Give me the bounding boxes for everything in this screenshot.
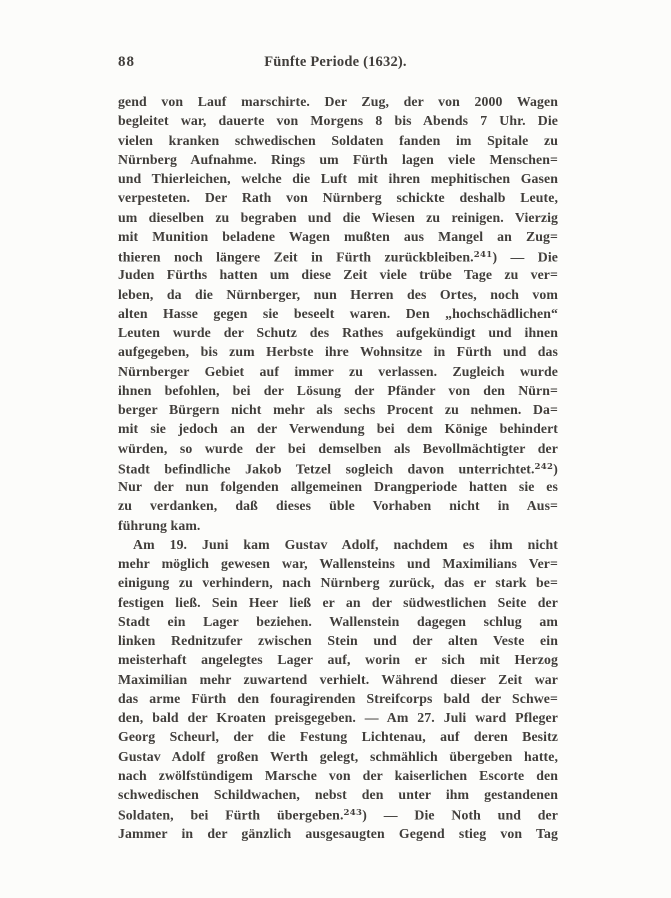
text-line: würden, so wurde der bei demselben als Bevollmächtigter der xyxy=(118,440,558,456)
text-line: festigen ließ. Sein Heer ließ er an der südwestlichen Seite der xyxy=(118,594,558,610)
text-line: Am 19. Juni kam Gustav Adolf, nachdem es ihm nicht xyxy=(133,536,558,552)
text-line: Gustav Adolf großen Werth gelegt, schmählich übergeben hatte, xyxy=(118,748,558,764)
text-line: schwedischen Schildwachen, nebst den unter ihm gestandenen xyxy=(118,787,558,802)
text-line: Georg Scheurl, der die Festung Lichtenau, auf deren Besitz xyxy=(118,729,558,745)
text-line: berger Bürgern nicht mehr als sechs Procent zu nehmen. Da= xyxy=(118,402,558,417)
text-line: mit sie jedoch an der Verwendung bei dem Könige behindert xyxy=(118,421,558,437)
footnote-marker: 241 xyxy=(473,250,493,260)
text-line: zu verdanken, daß dieses üble Vorhaben nicht in Aus= xyxy=(118,498,558,514)
text-line: leben, da die Nürnberger, nun Herren des Ortes, noch vom xyxy=(118,286,558,302)
text-line: thieren noch längere Zeit in Fürth zurückbleiben.$^{241}$) — Die xyxy=(118,249,558,265)
text-line: Leuten wurde der Schutz des Rathes aufgekündigt und ihnen xyxy=(118,325,558,340)
text-line: meisterhaft angelegtes Lager auf, worin er sich mit Herzog xyxy=(118,652,558,668)
text-line: vielen kranken schwedischen Soldaten fanden im Spitale zu xyxy=(118,132,558,148)
text-line: alten Hasse gegen sie beseelt waren. Den „hochschädlichen“ xyxy=(118,305,558,321)
text-line: nach zwölfstündigem Marsche von der kaiserlichen Escorte den xyxy=(118,767,558,783)
text-line: Nürnberger Gebiet auf immer zu verlassen. Zugleich wurde xyxy=(118,363,558,379)
text-line: führung kam. xyxy=(118,517,201,533)
text-line: das arme Fürth den fouragirenden Streifcorps bald der Schwe= xyxy=(118,690,558,706)
text-line: Soldaten, bei Fürth übergeben.$^{243}$) — Die Noth und der xyxy=(118,807,558,823)
text-line: den, bald der Kroaten preisgegeben. — Am 27. Juli ward Pfleger xyxy=(118,710,558,725)
page-text-block xyxy=(118,92,558,843)
page-number: 88 xyxy=(118,54,135,70)
chapter-running-title: Fünfte Periode (1632). xyxy=(264,54,407,70)
text-line: Nur der nun folgenden allgemeinen Drangperiode hatten sie es xyxy=(118,479,558,494)
text-line: verpesteten. Der Rath von Nürnberg schickte deshalb Leute, xyxy=(118,190,558,206)
text-line: einigung zu verhindern, nach Nürnberg zurück, das er stark be= xyxy=(118,575,558,591)
footnote-marker: 242 xyxy=(534,461,554,472)
text-line: Juden Fürths hatten um diese Zeit viele trübe Tage zu ver= xyxy=(118,267,558,283)
text-line: mit Munition beladene Wagen mußten aus Mangel an Zug= xyxy=(118,228,558,244)
footnote-marker: 243 xyxy=(343,808,363,819)
text-line: linken Rednitzufer zwischen Stein und der alten Veste ein xyxy=(118,633,558,648)
text-line: Jammer in der gänzlich ausgesaugten Gegend stieg von Tag xyxy=(118,825,558,841)
text-line: um dieselben zu begraben und die Wiesen zu reinigen. Vierzig xyxy=(118,209,558,225)
text-line: Maximilian mehr zuwartend verhielt. Während dieser Zeit war xyxy=(118,671,558,687)
text-line: Stadt befindliche Jakob Tetzel sogleich davon unterrichtet.$^{242}$) xyxy=(118,461,558,477)
page-header xyxy=(0,54,671,74)
text-line: und Thierleichen, welche die Luft mit ihren mephitischen Gasen xyxy=(118,171,558,186)
text-line: mehr möglich gewesen war, Wallensteins und Maximilians Ver= xyxy=(118,556,558,571)
text-line: aufgegeben, bis zum Herbste ihre Wohnsitze in Fürth und das xyxy=(118,344,558,360)
text-line: Nürnberg Aufnahme. Rings um Fürth lagen viele Menschen= xyxy=(118,151,558,167)
text-line: gend von Lauf marschirte. Der Zug, der von 2000 Wagen xyxy=(118,94,558,109)
text-line: Stadt ein Lager beziehen. Wallenstein dagegen schlug am xyxy=(118,613,558,629)
text-line: ihnen befohlen, bei der Lösung der Pfänder von den Nürn= xyxy=(118,382,558,398)
text-line: begleitet war, dauerte von Morgens 8 bis Abends 7 Uhr. Die xyxy=(118,113,558,129)
